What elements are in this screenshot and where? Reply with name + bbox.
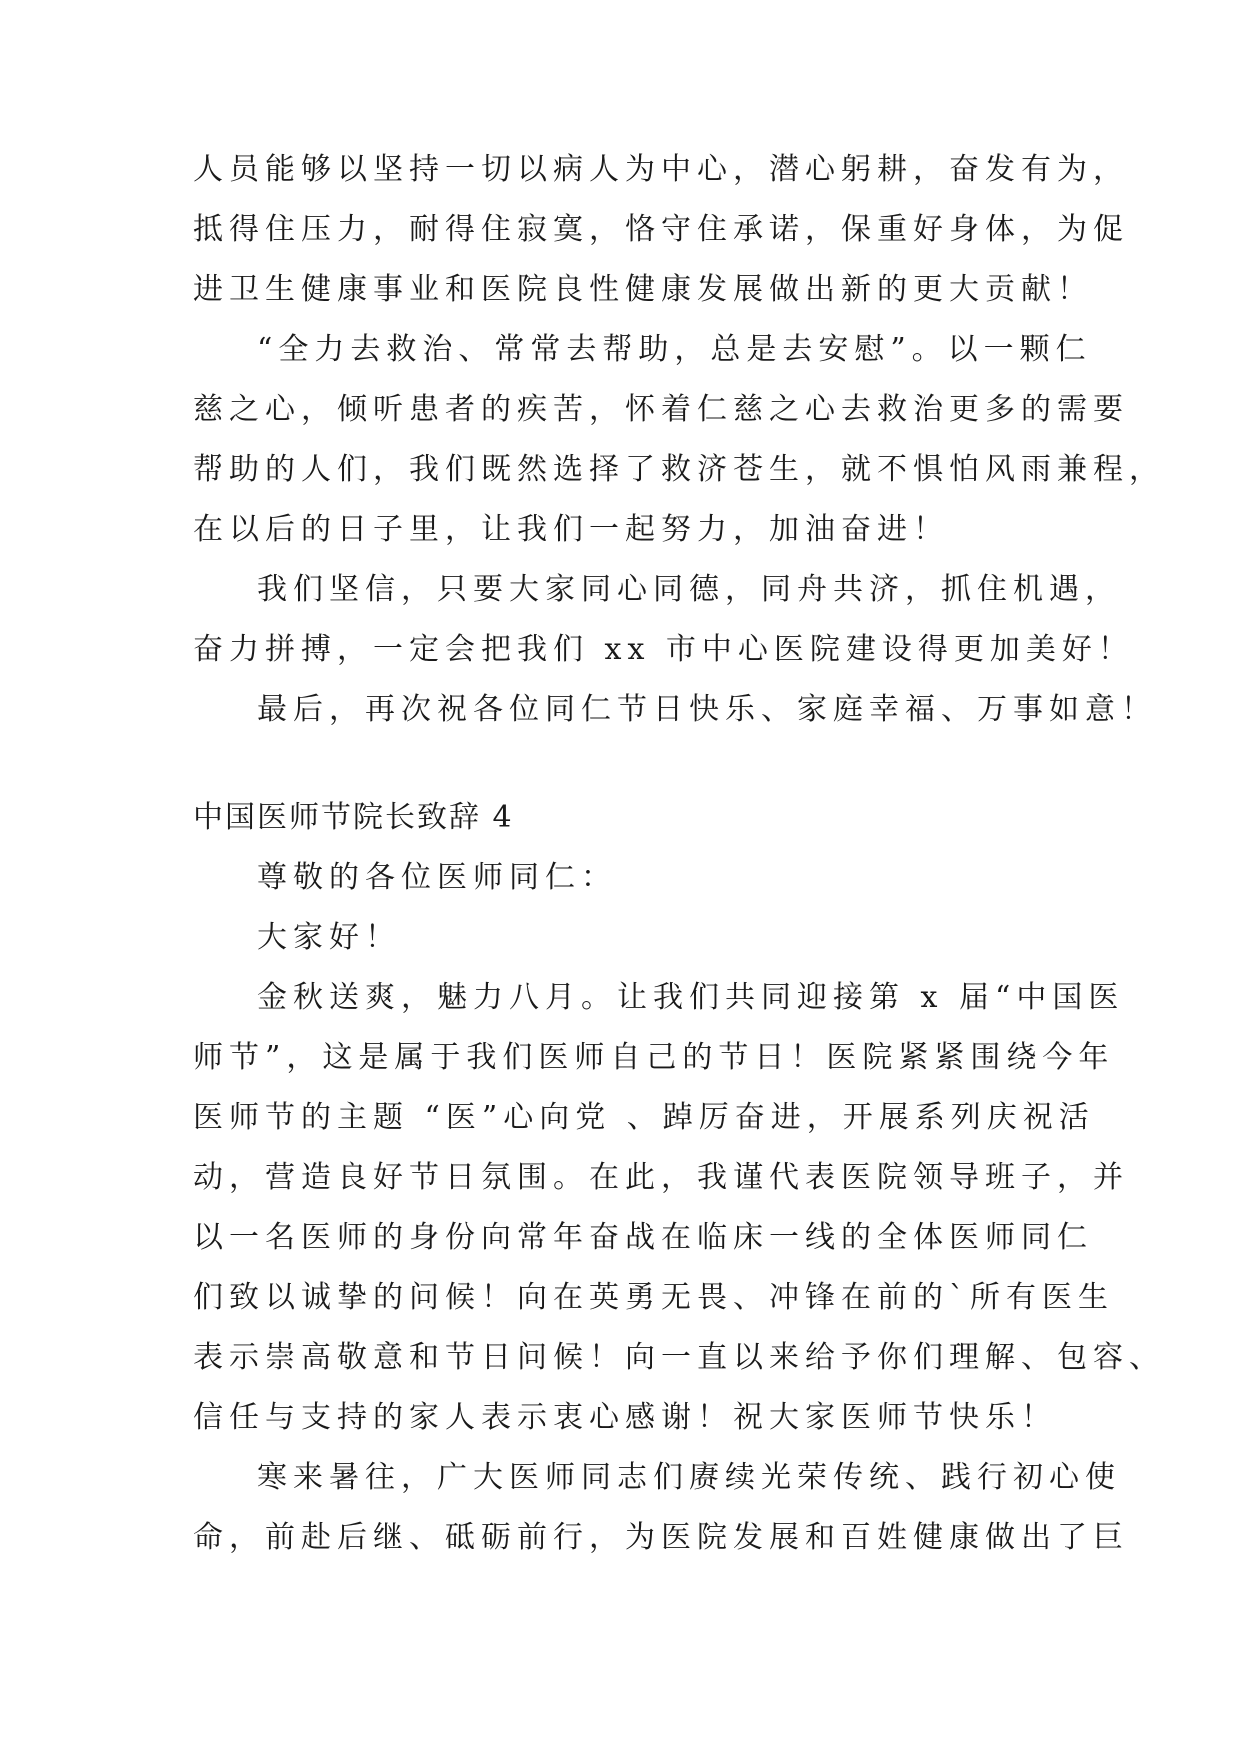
paragraph-line: 最后，再次祝各位同仁节日快乐、家庭幸福、万事如意！ — [257, 692, 1157, 727]
paragraph-line: 在以后的日子里，让我们一起努力，加油奋进！ — [193, 512, 949, 547]
paragraph-line: 师节”，这是属于我们医师自己的节日！医院紧紧围绕今年 — [193, 1040, 1115, 1075]
paragraph-line: 奋力拼搏，一定会把我们 xx 市中心医院建设得更加美好！ — [193, 632, 1134, 667]
paragraph-line: 进卫生健康事业和医院良性健康发展做出新的更大贡献！ — [193, 272, 1093, 307]
paragraph-line: 抵得住压力，耐得住寂寞，恪守住承诺，保重好身体，为促 — [193, 212, 1129, 247]
paragraph-line: 动，营造良好节日氛围。在此，我谨代表医院领导班子，并 — [193, 1160, 1129, 1195]
paragraph-line: 寒来暑往，广大医师同志们赓续光荣传统、践行初心使 — [257, 1460, 1121, 1495]
paragraph-line: 帮助的人们，我们既然选择了救济苍生，就不惧怕风雨兼程， — [193, 452, 1165, 487]
paragraph-line: 信任与支持的家人表示衷心感谢！祝大家医师节快乐！ — [193, 1400, 1057, 1435]
paragraph-line: 慈之心，倾听患者的疾苦，怀着仁慈之心去救治更多的需要 — [193, 392, 1129, 427]
section-heading: 中国医师节院长致辞 4 — [193, 800, 514, 835]
paragraph-line: 以一名医师的身份向常年奋战在临床一线的全体医师同仁 — [193, 1220, 1093, 1255]
paragraph-line: 人员能够以坚持一切以病人为中心，潜心躬耕，奋发有为， — [193, 152, 1129, 187]
paragraph-line: 医师节的主题 “医”心向党 、踔厉奋进，开展系列庆祝活 — [193, 1100, 1095, 1135]
paragraph-line: 尊敬的各位医师同仁： — [257, 860, 617, 895]
paragraph-line: 命，前赴后继、砥砺前行，为医院发展和百姓健康做出了巨 — [193, 1520, 1129, 1555]
paragraph-line: 表示崇高敬意和节日问候！向一直以来给予你们理解、包容、 — [193, 1340, 1165, 1375]
paragraph-line: 们致以诚挚的问候！向在英勇无畏、冲锋在前的`所有医生 — [193, 1280, 1114, 1315]
paragraph-line: 我们坚信，只要大家同心同德，同舟共济，抓住机遇， — [257, 572, 1121, 607]
paragraph-line: “全力去救治、常常去帮助，总是去安慰”。以一颗仁 — [257, 332, 1092, 367]
paragraph-line: 金秋送爽，魅力八月。让我们共同迎接第 x 届“中国医 — [257, 980, 1125, 1015]
paragraph-line: 大家好！ — [257, 920, 401, 955]
